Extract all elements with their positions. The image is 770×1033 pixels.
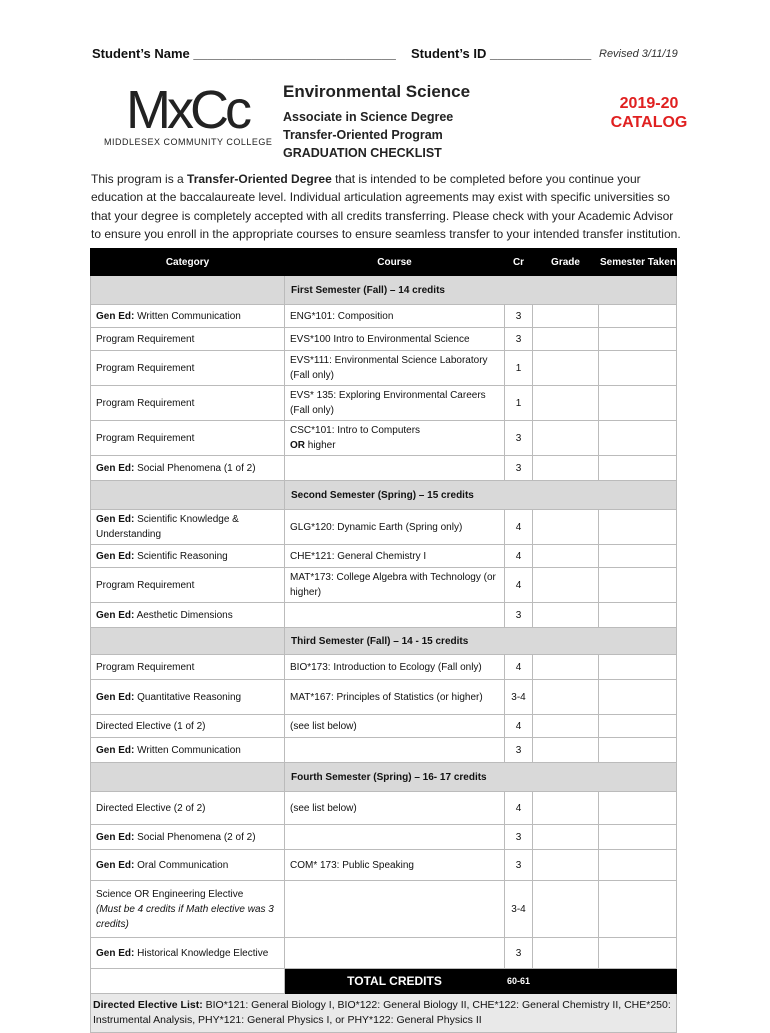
- semester-taken-cell[interactable]: [599, 305, 677, 328]
- semester-taken-cell[interactable]: [599, 850, 677, 881]
- gen-ed-prefix: Gen Ed:: [96, 550, 135, 562]
- course-text: (see list below): [290, 802, 357, 814]
- semester-taken-cell[interactable]: [599, 603, 677, 628]
- table-row: [91, 328, 677, 351]
- category-cell: [91, 715, 285, 738]
- credits-cell: 4: [505, 510, 533, 545]
- grade-cell[interactable]: [533, 386, 599, 421]
- semester-taken-cell[interactable]: [599, 351, 677, 386]
- intro-post: that is intended to be completed before you continue your education at the baccalaureate level. Individual articulation agreements may exist with specific universities so that your degree is completely accepted with all credits transferring. Please check with your Academic Advisor to ensure you enroll in the appropriate courses to ensure seamless transfer to your intended transfer institution.: [91, 172, 681, 241]
- semester-taken-cell[interactable]: [599, 655, 677, 680]
- category-cell: [91, 792, 285, 825]
- semester-row: [91, 763, 677, 792]
- category-cell: [91, 850, 285, 881]
- course-cell: [285, 456, 505, 481]
- course-text: MAT*173: College Algebra with Technology (or higher): [290, 572, 496, 598]
- table-row: [91, 305, 677, 328]
- course-cell: [285, 305, 505, 328]
- course-cell: [285, 603, 505, 628]
- table-row: [91, 738, 677, 763]
- gen-ed-prefix: Gen Ed:: [96, 947, 135, 959]
- course-cell: [285, 825, 505, 850]
- category-text: Program Requirement: [96, 579, 195, 591]
- logo-letters-text: MxCc: [126, 80, 248, 132]
- category-text: Directed Elective (2 of 2): [96, 802, 206, 814]
- credits-cell: 4: [505, 568, 533, 603]
- checklist-title: GRADUATION CHECKLIST: [283, 146, 442, 160]
- course-cell: [285, 545, 505, 568]
- credits-cell: 3: [505, 305, 533, 328]
- semester-taken-cell[interactable]: [599, 715, 677, 738]
- col-header-category: Category: [91, 249, 285, 276]
- category-text: Social Phenomena (1 of 2): [134, 462, 256, 474]
- semester-title: Second Semester (Spring) – 15 credits: [285, 481, 677, 510]
- table-row: [91, 568, 677, 603]
- gen-ed-prefix: Gen Ed:: [96, 831, 135, 843]
- course-or: OR: [290, 440, 305, 451]
- grade-cell[interactable]: [533, 825, 599, 850]
- catalog-badge: [604, 94, 694, 132]
- category-text: Program Requirement: [96, 362, 195, 374]
- credits-cell: 3: [505, 421, 533, 456]
- elective-list-label: Directed Elective List:: [93, 999, 203, 1011]
- course-cell: [285, 738, 505, 763]
- degree-type: Associate in Science Degree: [283, 110, 454, 124]
- category-text: Science OR Engineering Elective: [96, 888, 244, 900]
- course-text: MAT*167: Principles of Statistics (or higher): [290, 691, 483, 703]
- category-cell: [91, 738, 285, 763]
- category-text: Aesthetic Dimensions: [134, 609, 233, 621]
- table-row: [91, 603, 677, 628]
- semester-title: Fourth Semester (Spring) – 16- 17 credits: [285, 763, 677, 792]
- grade-cell[interactable]: [533, 456, 599, 481]
- intro-pre: This program is a: [91, 172, 188, 186]
- catalog-label: CATALOG: [610, 114, 688, 131]
- program-type: Transfer-Oriented Program: [283, 128, 443, 142]
- student-name-field[interactable]: Student’s Name ____________________________: [92, 46, 396, 61]
- college-logo: [104, 80, 273, 150]
- category-text: Program Requirement: [96, 397, 195, 409]
- category-note: (Must be 4 credits if Math elective was 3 credits): [96, 903, 274, 930]
- category-text: Scientific Reasoning: [134, 550, 228, 562]
- gen-ed-prefix: Gen Ed:: [96, 514, 135, 525]
- directed-elective-cell: [91, 994, 677, 1033]
- grade-cell[interactable]: [533, 603, 599, 628]
- course-text: CHE*121: General Chemistry I: [290, 550, 427, 562]
- col-header-semester: Semester Taken: [599, 249, 677, 276]
- credits-cell: 3: [505, 938, 533, 969]
- elective-list-text: BIO*121: General Biology I, BIO*122: General Biology II, CHE*122: General Chemistry II, CHE*250: Instrumental Analysis, PHY*121: General Physics I, or PHY*122: General Physics II: [93, 999, 671, 1026]
- program-title: Environmental Science: [283, 82, 471, 101]
- credits-cell: 3-4: [505, 680, 533, 715]
- semester-taken-cell[interactable]: [599, 881, 677, 938]
- category-text: Program Requirement: [96, 333, 195, 345]
- category-text: Program Requirement: [96, 432, 195, 444]
- course-text: CSC*101: Intro to Computers: [290, 425, 421, 436]
- col-header-course: Course: [285, 249, 505, 276]
- credits-cell: 3: [505, 328, 533, 351]
- col-header-grade: Grade: [533, 249, 599, 276]
- course-cell: [285, 510, 505, 545]
- credits-cell: 1: [505, 351, 533, 386]
- course-text: COM* 173: Public Speaking: [290, 859, 414, 871]
- semester-row: [91, 628, 677, 655]
- course-cell: [285, 655, 505, 680]
- grade-cell[interactable]: [533, 305, 599, 328]
- college-name: MIDDLESEX COMMUNITY COLLEGE: [104, 137, 273, 147]
- program-info: [283, 82, 543, 162]
- course-cell: [285, 881, 505, 938]
- semester-taken-cell[interactable]: [599, 738, 677, 763]
- category-text: Directed Elective (1 of 2): [96, 720, 206, 732]
- table-row: [91, 850, 677, 881]
- course-text: EVS*100 Intro to Environmental Science: [290, 333, 470, 345]
- gen-ed-prefix: Gen Ed:: [96, 310, 135, 322]
- grade-cell[interactable]: [533, 715, 599, 738]
- credits-cell: 4: [505, 655, 533, 680]
- grade-cell[interactable]: [533, 545, 599, 568]
- course-text: (see list below): [290, 720, 357, 732]
- category-cell: [91, 655, 285, 680]
- intro-bold: Transfer-Oriented Degree: [187, 172, 332, 186]
- table-row: [91, 351, 677, 386]
- gen-ed-prefix: Gen Ed:: [96, 859, 135, 871]
- table-row: [91, 938, 677, 969]
- category-cell: [91, 305, 285, 328]
- grade-cell[interactable]: [533, 655, 599, 680]
- semester-taken-cell[interactable]: [599, 456, 677, 481]
- mxcc-logo-mark: [126, 80, 266, 132]
- semester-taken-cell[interactable]: [599, 938, 677, 969]
- course-cell: [285, 715, 505, 738]
- category-text: Written Communication: [134, 744, 241, 756]
- checklist-table: [90, 248, 677, 1033]
- semester-taken-cell[interactable]: [599, 421, 677, 456]
- grade-cell[interactable]: [533, 938, 599, 969]
- credits-cell: 3: [505, 456, 533, 481]
- course-text: EVS* 135: Exploring Environmental Careers (Fall only): [290, 390, 486, 416]
- table-row: [91, 510, 677, 545]
- grade-cell[interactable]: [533, 680, 599, 715]
- category-cell: [91, 881, 285, 938]
- semester-taken-cell[interactable]: [599, 328, 677, 351]
- category-text: Program Requirement: [96, 661, 195, 673]
- credits-cell: 4: [505, 545, 533, 568]
- grade-cell[interactable]: [533, 510, 599, 545]
- course-text: EVS*111: Environmental Science Laboratory (Fall only): [290, 355, 488, 381]
- total-row: [91, 969, 677, 994]
- credits-cell: 3: [505, 603, 533, 628]
- gen-ed-prefix: Gen Ed:: [96, 609, 135, 621]
- grade-cell[interactable]: [533, 568, 599, 603]
- course-cell: [285, 850, 505, 881]
- table-header-row: [91, 249, 677, 276]
- category-text: Oral Communication: [134, 859, 229, 871]
- semester-taken-cell[interactable]: [599, 545, 677, 568]
- category-cell: [91, 680, 285, 715]
- course-cell: [285, 938, 505, 969]
- semester-title: Third Semester (Fall) – 14 - 15 credits: [285, 628, 677, 655]
- category-text: Quantitative Reasoning: [134, 691, 242, 703]
- course-cell: [285, 386, 505, 421]
- course-cell: [285, 568, 505, 603]
- semester-row: [91, 481, 677, 510]
- semester-taken-cell[interactable]: [599, 792, 677, 825]
- semester-taken-cell[interactable]: [599, 825, 677, 850]
- semester-taken-cell[interactable]: [599, 568, 677, 603]
- category-cell: [91, 603, 285, 628]
- credits-cell: 3: [505, 850, 533, 881]
- course-suffix: higher: [305, 440, 336, 451]
- table-row: [91, 655, 677, 680]
- category-cell: [91, 510, 285, 545]
- category-cell: [91, 421, 285, 456]
- category-cell: [91, 456, 285, 481]
- grade-cell[interactable]: [533, 792, 599, 825]
- category-text: Scientific Knowledge & Understanding: [96, 514, 239, 540]
- grade-cell[interactable]: [533, 738, 599, 763]
- credits-cell: 1: [505, 386, 533, 421]
- category-cell: [91, 568, 285, 603]
- semester-taken-cell[interactable]: [599, 510, 677, 545]
- grade-cell[interactable]: [533, 881, 599, 938]
- category-cell: [91, 545, 285, 568]
- catalog-year: 2019-20: [619, 95, 679, 112]
- category-cell: [91, 386, 285, 421]
- gen-ed-prefix: Gen Ed:: [96, 744, 135, 756]
- course-text: BIO*173: Introduction to Ecology (Fall only): [290, 661, 482, 673]
- directed-elective-row: [91, 994, 677, 1033]
- table-row: [91, 421, 677, 456]
- semester-taken-cell[interactable]: [599, 680, 677, 715]
- semester-row: [91, 276, 677, 305]
- category-cell: [91, 825, 285, 850]
- table-row: [91, 545, 677, 568]
- gen-ed-prefix: Gen Ed:: [96, 462, 135, 474]
- student-id-field[interactable]: Student’s ID ______________: [411, 46, 592, 61]
- revised-date: Revised 3/11/19: [599, 48, 678, 60]
- category-cell: [91, 351, 285, 386]
- course-cell: [285, 421, 505, 456]
- credits-cell: 4: [505, 715, 533, 738]
- table-row: [91, 680, 677, 715]
- course-text: GLG*120: Dynamic Earth (Spring only): [290, 521, 463, 533]
- total-credits: 60-61: [505, 969, 533, 994]
- grade-cell[interactable]: [533, 328, 599, 351]
- table-row: [91, 825, 677, 850]
- credits-cell: 3-4: [505, 881, 533, 938]
- course-cell: [285, 680, 505, 715]
- course-text: ENG*101: Composition: [290, 310, 394, 322]
- gen-ed-prefix: Gen Ed:: [96, 691, 135, 703]
- credits-cell: 3: [505, 738, 533, 763]
- grade-cell[interactable]: [533, 351, 599, 386]
- credits-cell: 4: [505, 792, 533, 825]
- category-text: Historical Knowledge Elective: [134, 947, 269, 959]
- category-cell: [91, 938, 285, 969]
- student-info-header: [92, 46, 682, 66]
- semester-title: First Semester (Fall) – 14 credits: [285, 276, 677, 305]
- category-cell: [91, 328, 285, 351]
- course-cell: [285, 328, 505, 351]
- table-row: [91, 386, 677, 421]
- category-text: Written Communication: [134, 310, 241, 322]
- table-row: [91, 456, 677, 481]
- table-row: [91, 715, 677, 738]
- intro-paragraph: [91, 170, 686, 243]
- col-header-cr: Cr: [505, 249, 533, 276]
- table-row: [91, 792, 677, 825]
- grade-cell[interactable]: [533, 421, 599, 456]
- semester-taken-cell[interactable]: [599, 386, 677, 421]
- course-cell: [285, 351, 505, 386]
- total-label: TOTAL CREDITS: [285, 969, 505, 994]
- category-text: Social Phenomena (2 of 2): [134, 831, 256, 843]
- grade-cell[interactable]: [533, 850, 599, 881]
- credits-cell: 3: [505, 825, 533, 850]
- course-cell: [285, 792, 505, 825]
- table-row: [91, 881, 677, 938]
